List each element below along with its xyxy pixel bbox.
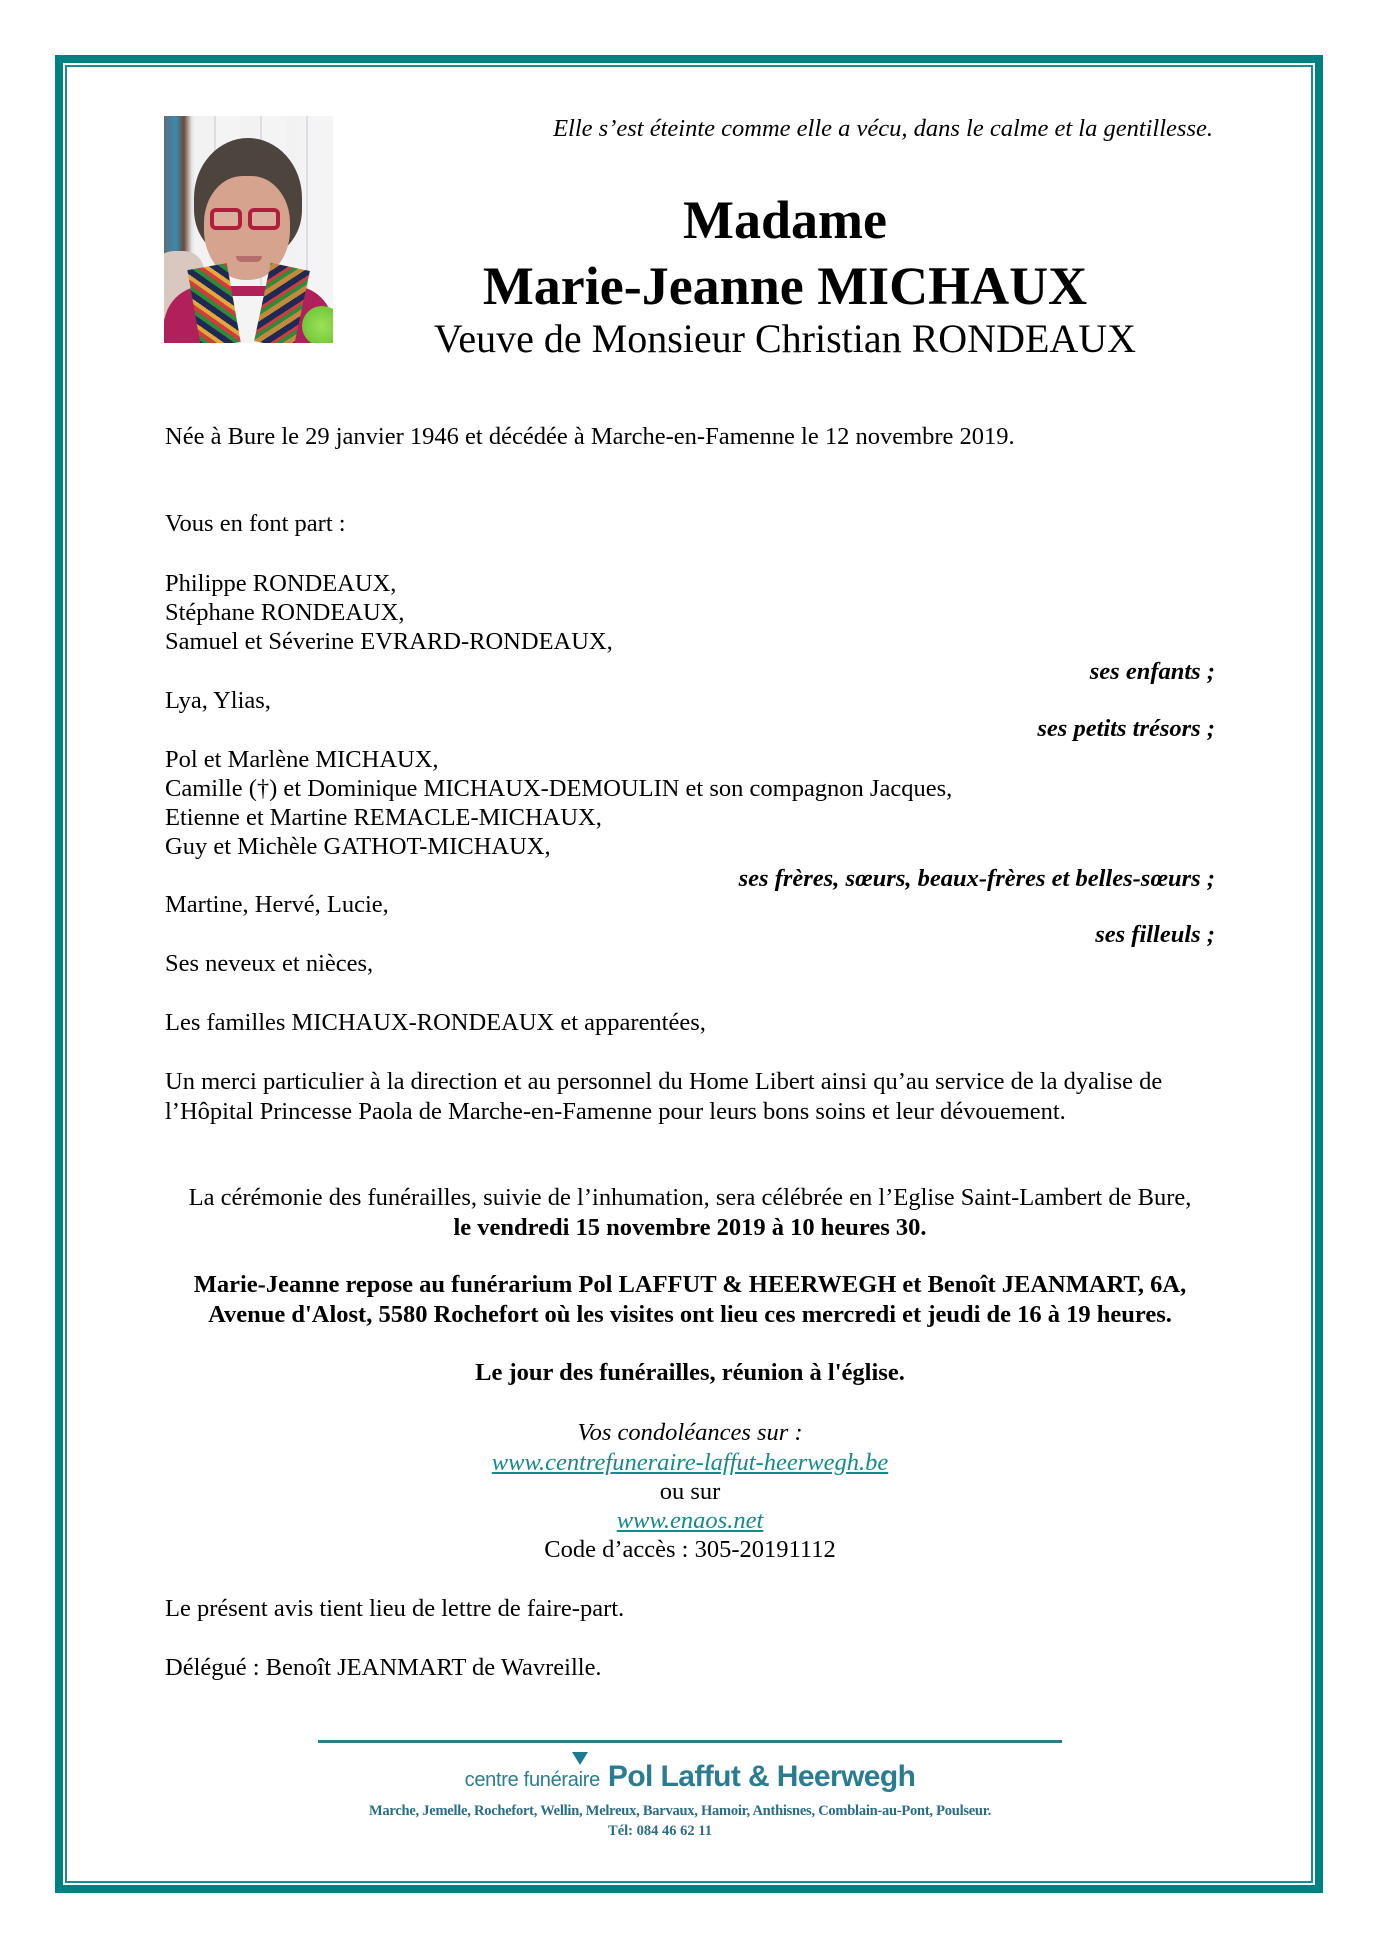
delegate-line: Délégué : Benoît JEANMART de Wavreille. bbox=[165, 1654, 602, 1681]
ceremony-date: le vendredi 15 novembre 2019 à 10 heures 30. bbox=[453, 1214, 927, 1241]
photo-glasses-left bbox=[210, 208, 242, 230]
families-line: Les familles MICHAUX-RONDEAUX et apparentées, bbox=[165, 1009, 706, 1036]
photo-mouth bbox=[236, 256, 262, 262]
nephews-line: Ses neveux et nièces, bbox=[165, 950, 374, 977]
condolences-link-row bbox=[165, 1451, 1215, 1476]
brand-name: Pol Laffut & Heerwegh bbox=[607, 1760, 916, 1793]
epigraph: Elle s’est éteinte comme elle a vécu, dans le calme et la gentillesse. bbox=[553, 115, 1213, 142]
relation-label-godchildren: ses filleuls ; bbox=[1095, 921, 1215, 948]
birth-death-line: Née à Bure le 29 janvier 1946 et décédée à Marche-en-Famenne le 12 novembre 2019. bbox=[165, 423, 1015, 450]
or-label: ou sur bbox=[659, 1478, 721, 1505]
repose-line-2: Avenue d'Alost, 5580 Rochefort où les visites ont lieu ces mercredi et jeudi de 16 à 19 heures. bbox=[208, 1301, 1172, 1328]
photo-flower bbox=[302, 306, 333, 343]
photo-glasses-right bbox=[248, 208, 280, 230]
honorific: Madame bbox=[683, 190, 887, 250]
condolences-link-funeral-center[interactable]: www.centrefuneraire-laffut-heerwegh.be bbox=[491, 1449, 889, 1476]
family-name-line: Etienne et Martine REMACLE-MICHAUX, bbox=[165, 804, 602, 831]
family-name-line: Samuel et Séverine EVRARD-RONDEAUX, bbox=[165, 628, 613, 655]
family-name-line: Lya, Ylias, bbox=[165, 687, 271, 714]
relation-label-siblings: ses frères, sœurs, beaux-frères et belles-sœurs ; bbox=[738, 865, 1215, 892]
brand-prefix: centre funéraire bbox=[464, 1769, 600, 1791]
family-name-line: Guy et Michèle GATHOT-MICHAUX, bbox=[165, 833, 551, 860]
relation-label-grandchildren: ses petits trésors ; bbox=[1037, 715, 1215, 742]
repose-line-1: Marie-Jeanne repose au funérarium Pol LAFFUT & HEERWEGH et Benoît JEANMART, 6A, bbox=[193, 1271, 1187, 1298]
thanks-line-1: Un merci particulier à la direction et au personnel du Home Libert ainsi qu’au service de la dyalise de bbox=[165, 1068, 1163, 1095]
widow-of: Veuve de Monsieur Christian RONDEAUX bbox=[433, 316, 1137, 361]
access-code: Code d’accès : 305-20191112 bbox=[544, 1536, 836, 1563]
condolences-link-enaos[interactable]: www.enaos.net bbox=[616, 1507, 764, 1534]
meeting-line: Le jour des funérailles, réunion à l'église. bbox=[475, 1359, 905, 1386]
announcement-intro: Vous en font part : bbox=[165, 510, 346, 537]
family-name-line: Pol et Marlène MICHAUX, bbox=[165, 746, 439, 773]
footer-divider bbox=[318, 1740, 1062, 1743]
portrait-photo bbox=[164, 116, 333, 343]
funeral-home-towns: Marche, Jemelle, Rochefort, Wellin, Melreux, Barvaux, Hamoir, Anthisnes, Comblain-au-Pont, Poulseur. bbox=[369, 1803, 991, 1819]
deceased-name: Marie-Jeanne MICHAUX bbox=[482, 256, 1088, 316]
family-name-line: Philippe RONDEAUX, bbox=[165, 570, 397, 597]
family-name-line: Martine, Hervé, Lucie, bbox=[165, 891, 389, 918]
thanks-line-2: l’Hôpital Princesse Paola de Marche-en-Famenne pour leurs bons soins et leur dévouement. bbox=[165, 1098, 1066, 1125]
notice-line: Le présent avis tient lieu de lettre de faire-part. bbox=[165, 1595, 625, 1622]
condolences-link-row bbox=[165, 1509, 1215, 1534]
family-name-line: Camille (†) et Dominique MICHAUX-DEMOULIN et son compagnon Jacques, bbox=[165, 775, 953, 802]
family-name-line: Stéphane RONDEAUX, bbox=[165, 599, 405, 626]
condolences-label: Vos condoléances sur : bbox=[577, 1419, 803, 1446]
funeral-home-logo bbox=[365, 1762, 1015, 1792]
relation-label-children: ses enfants ; bbox=[1089, 658, 1215, 685]
ceremony-line: La cérémonie des funérailles, suivie de l’inhumation, sera célébrée en l’Eglise Saint-Lambert de Bure, bbox=[188, 1184, 1192, 1211]
funeral-home-phone: Tél: 084 46 62 11 bbox=[608, 1823, 712, 1839]
